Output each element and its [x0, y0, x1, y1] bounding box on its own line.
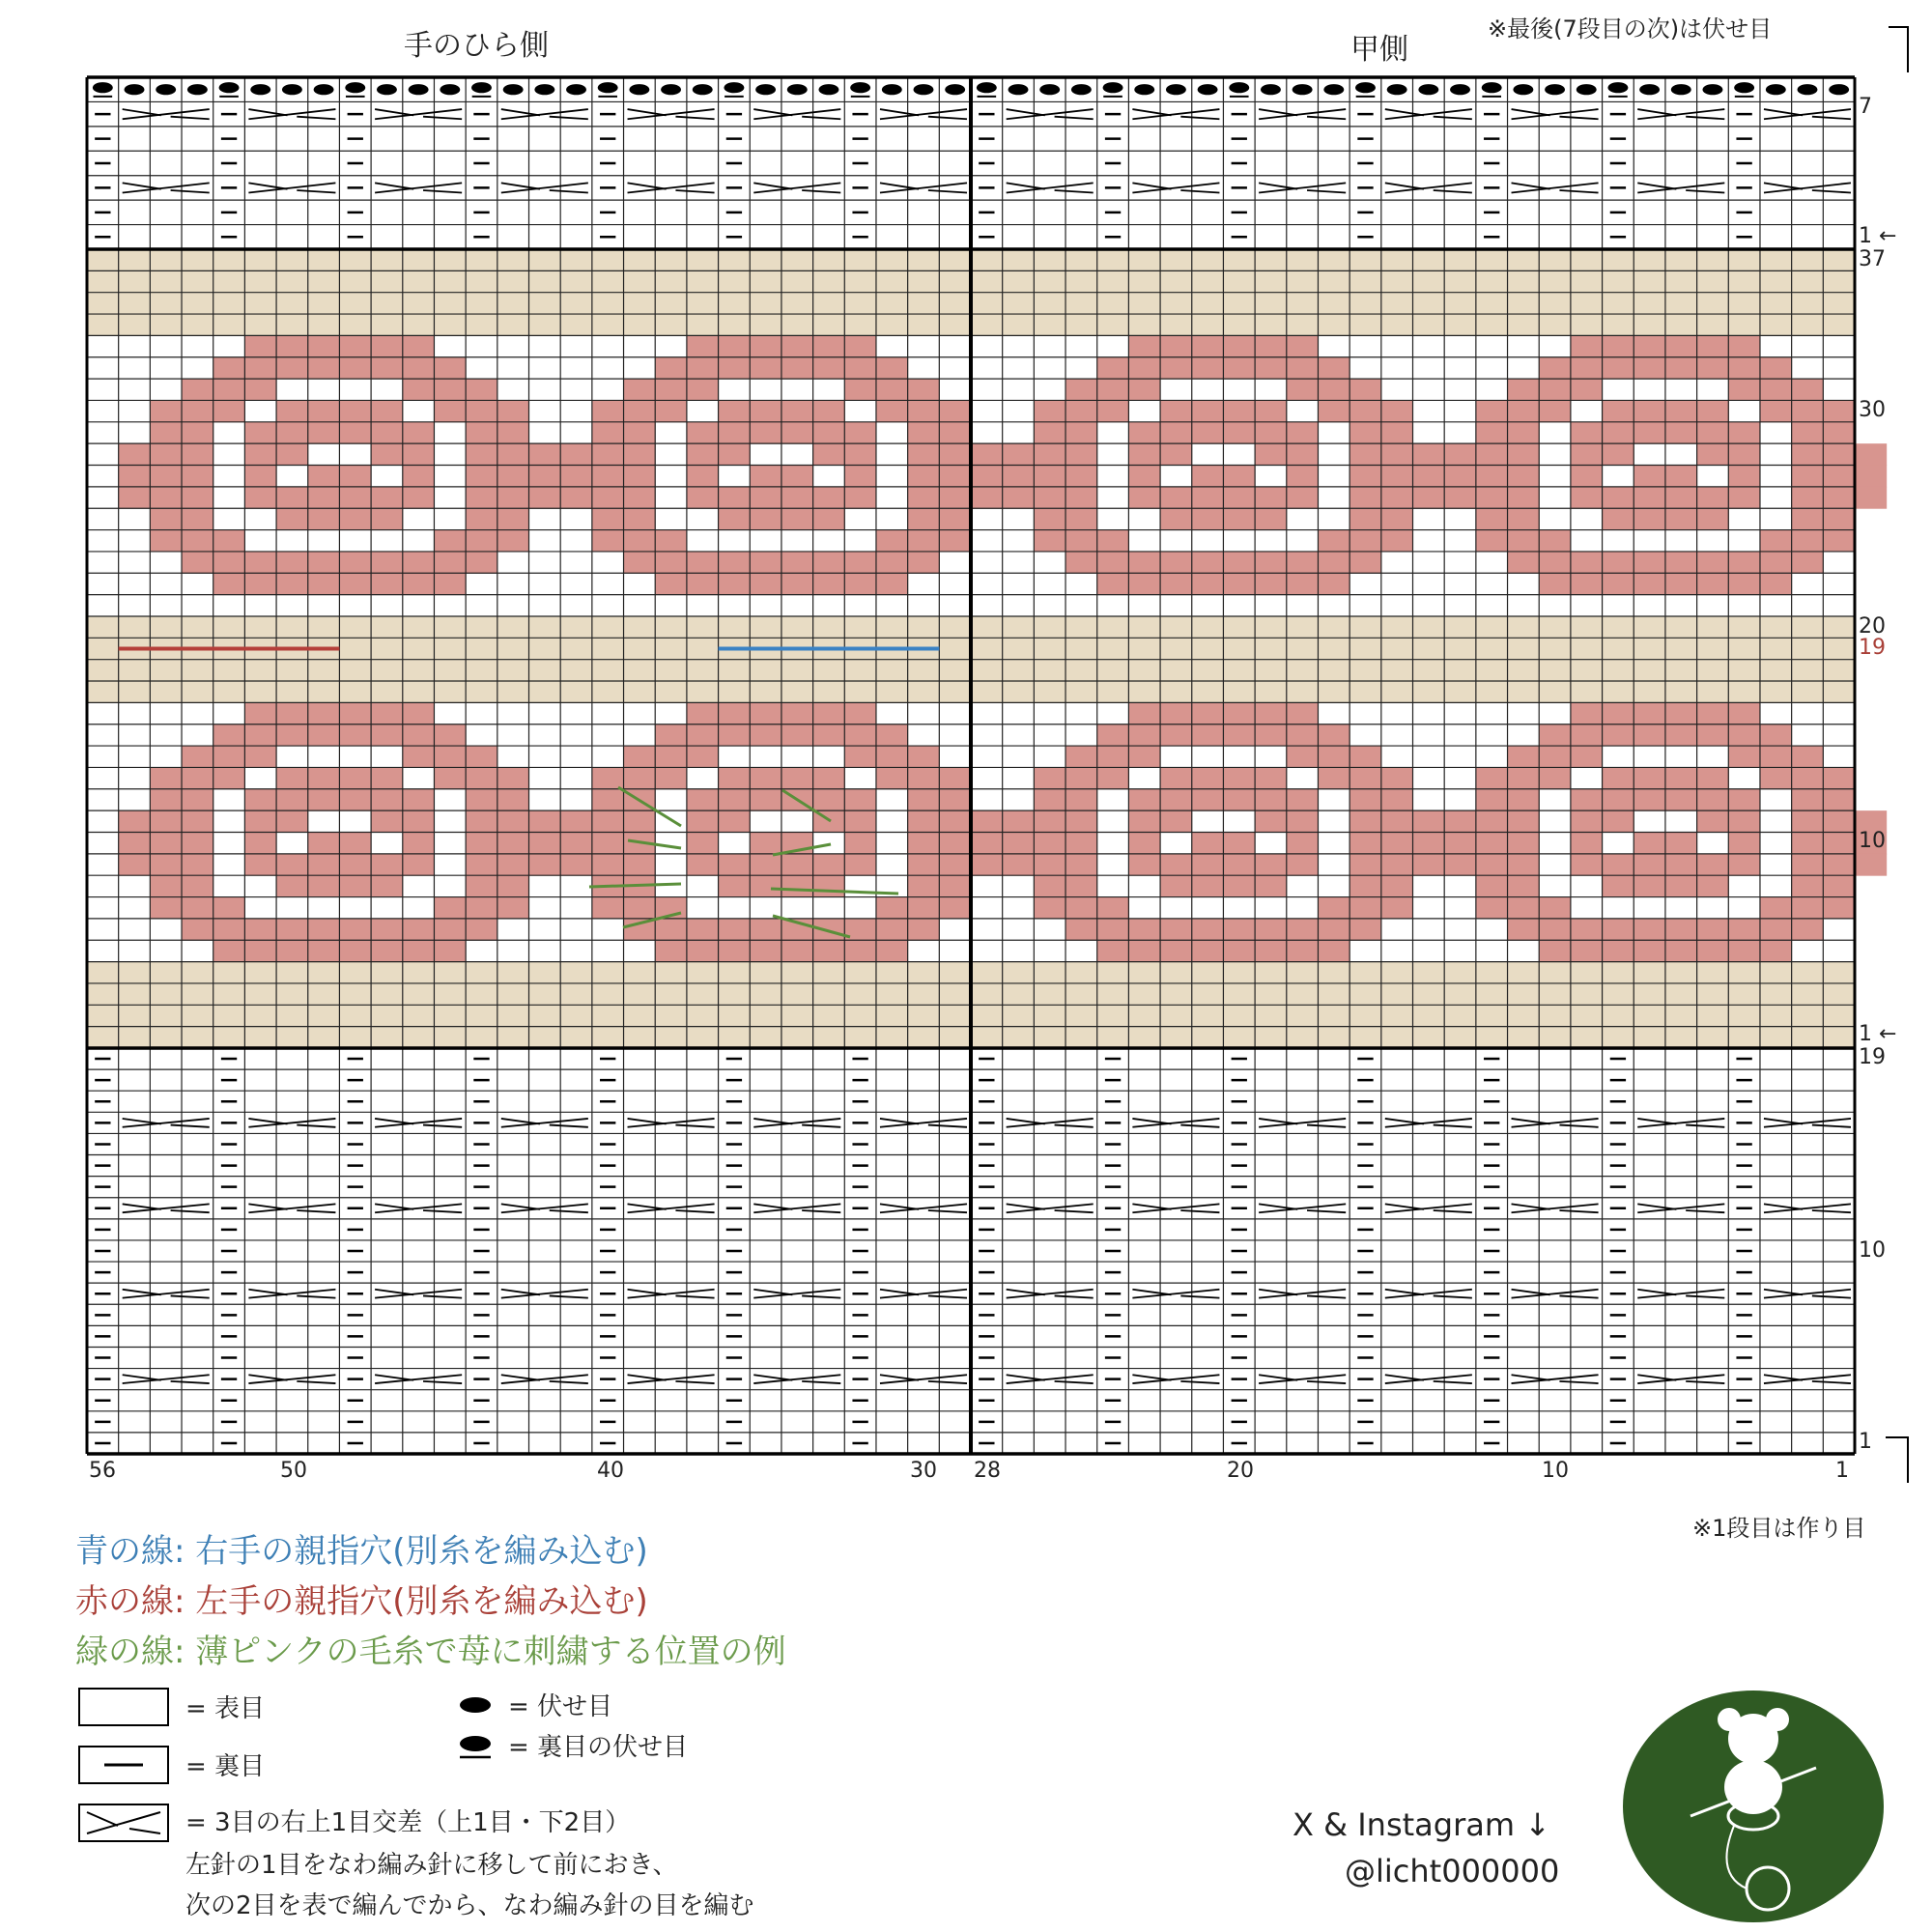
bindoff-mark: [1198, 84, 1218, 95]
cross-mark: [171, 190, 210, 193]
bindoff-mark: [156, 84, 176, 95]
col-label-10: 10: [1542, 1459, 1569, 1483]
bindoff-mark: [282, 84, 302, 95]
cross-mark: [550, 1125, 588, 1127]
bindoff-mark: [1293, 84, 1313, 95]
bindoff-mark: [440, 84, 460, 95]
cross-mark: [628, 109, 667, 115]
cross-mark: [501, 109, 540, 115]
bindoff-mark: [1166, 84, 1186, 95]
cross-mark: [1559, 1381, 1598, 1383]
cross-mark: [171, 1381, 210, 1383]
cross-mark: [1559, 117, 1598, 120]
cross-mark: [423, 190, 462, 193]
bindoff-mark: [187, 84, 208, 95]
cross-mark: [123, 109, 161, 115]
key-knit-label: = 表目: [185, 1694, 266, 1723]
bindoff-mark: [1798, 84, 1818, 95]
bindoff-mark: [914, 84, 934, 95]
cross-mark: [753, 1204, 792, 1209]
cross-mark: [123, 1375, 161, 1380]
col-label-30: 30: [910, 1459, 937, 1483]
cross-mark: [550, 190, 588, 193]
cross-mark: [1812, 1210, 1851, 1212]
cross-mark: [1812, 117, 1851, 120]
cross-mark: [1686, 117, 1724, 120]
bear-knitting-logo-icon: [1623, 1690, 1884, 1922]
cross-mark: [1307, 1295, 1346, 1297]
cross-mark: [297, 1210, 335, 1212]
cross-mark: [880, 1290, 919, 1295]
cross-mark: [1434, 190, 1472, 193]
cross-mark: [1637, 1290, 1676, 1295]
cross-mark: [1180, 117, 1219, 120]
bindoff-mark: [1134, 84, 1154, 95]
bindoff-mark: [1577, 84, 1597, 95]
cross-mark: [675, 190, 714, 193]
cross-mark: [501, 1290, 540, 1295]
cross-mark: [1007, 183, 1045, 188]
bindoff-mark: [1671, 84, 1691, 95]
cross-mark: [1686, 1210, 1724, 1212]
cross-mark: [1434, 117, 1472, 120]
bindoff-mark: [471, 82, 492, 93]
bindoff-mark: [1103, 82, 1123, 93]
cross-mark: [802, 1125, 840, 1127]
key-bindoff-label: = 伏せ目: [508, 1692, 613, 1721]
cross-mark: [928, 1295, 967, 1297]
cross-mark: [1132, 1290, 1171, 1295]
cross-mark: [550, 1295, 588, 1297]
cross-mark: [297, 117, 335, 120]
cross-mark: [1385, 1290, 1424, 1295]
cross-mark: [248, 1290, 287, 1295]
cross-mark: [1055, 117, 1094, 120]
cross-mark: [1512, 1375, 1550, 1380]
bindoff-mark: [93, 82, 113, 93]
cross-mark: [1559, 1210, 1598, 1212]
cross-mark: [675, 1295, 714, 1297]
cross-mark: [297, 1295, 335, 1297]
cross-mark: [1307, 190, 1346, 193]
cross-mark: [1385, 1119, 1424, 1124]
cross-mark: [1055, 1381, 1094, 1383]
row-label-10: 10: [1859, 829, 1886, 853]
bindoff-mark: [345, 82, 365, 93]
cross-mark: [1180, 190, 1219, 193]
key-bindoff-symbol: [460, 1697, 491, 1713]
top-note-bracket: [1889, 27, 1908, 72]
col-label-1: 1: [1835, 1459, 1849, 1483]
cross-mark: [1180, 1295, 1219, 1297]
cross-mark: [1180, 1125, 1219, 1127]
cross-mark: [880, 1204, 919, 1209]
cross-mark: [375, 109, 413, 115]
cross-mark: [375, 1204, 413, 1209]
bindoff-mark: [977, 82, 997, 93]
cross-mark: [1132, 1119, 1171, 1124]
row-label-37: 37: [1859, 247, 1886, 271]
cross-mark: [1559, 1295, 1598, 1297]
cross-mark: [1686, 190, 1724, 193]
row-label-top-7: 7: [1859, 95, 1872, 119]
bindoff-mark: [503, 84, 524, 95]
cross-mark: [1434, 1125, 1472, 1127]
bottom-note: ※1段目は作り目: [1692, 1515, 1866, 1542]
cross-mark: [550, 1381, 588, 1383]
cross-mark: [1132, 1204, 1171, 1209]
cross-mark: [501, 183, 540, 188]
cross-mark: [423, 1295, 462, 1297]
cross-mark: [802, 1295, 840, 1297]
cross-mark: [628, 1290, 667, 1295]
cross-mark: [123, 1290, 161, 1295]
cross-mark: [1259, 183, 1297, 188]
bindoff-mark: [1482, 82, 1502, 93]
row-label-19: 19: [1859, 636, 1886, 660]
cross-mark: [1307, 117, 1346, 120]
bindoff-mark: [566, 84, 586, 95]
bindoff-mark: [250, 84, 270, 95]
cross-mark: [123, 1204, 161, 1209]
key-purl-bindoff-symbol: [460, 1736, 491, 1751]
col-label-50: 50: [280, 1459, 307, 1483]
row-label-top-1: 1 ←: [1859, 224, 1897, 248]
cross-mark: [1637, 183, 1676, 188]
cross-mark: [123, 1119, 161, 1124]
palm-side-header: 手のひら側: [404, 29, 549, 63]
green-line-legend: 緑の線: 薄ピンクの毛糸で苺に刺繍する位置の例: [75, 1633, 786, 1671]
cross-mark: [880, 1119, 919, 1124]
cross-mark: [248, 1204, 287, 1209]
cross-mark: [1055, 190, 1094, 193]
back-side-header: 甲側: [1350, 33, 1408, 67]
cross-mark: [802, 190, 840, 193]
cross-mark: [171, 1295, 210, 1297]
key-cross-desc-1: 左針の1目をなわ編み針に移して前におき、: [185, 1851, 678, 1880]
cross-mark: [1259, 1290, 1297, 1295]
cross-mark: [753, 1119, 792, 1124]
cross-mark: [1007, 1375, 1045, 1380]
cross-mark: [1637, 1375, 1676, 1380]
bindoff-mark: [818, 84, 838, 95]
cross-mark: [248, 1119, 287, 1124]
bindoff-mark: [409, 84, 429, 95]
cross-mark: [1259, 1119, 1297, 1124]
bindoff-mark: [1039, 84, 1060, 95]
bindoff-mark: [219, 82, 240, 93]
red-line-legend: 赤の線: 左手の親指穴(別糸を編み込む): [75, 1582, 648, 1621]
cross-mark: [1812, 1295, 1851, 1297]
cross-mark: [753, 183, 792, 188]
bindoff-mark: [787, 84, 808, 95]
cross-mark: [1637, 1119, 1676, 1124]
social-handle[interactable]: @licht000000: [1345, 1853, 1560, 1889]
cross-mark: [297, 190, 335, 193]
cross-mark: [628, 1375, 667, 1380]
key-cross-desc-2: 次の2目を表で編んでから、なわ編み針の目を編む: [185, 1891, 754, 1920]
cross-mark: [423, 1210, 462, 1212]
col-label-56: 56: [89, 1459, 116, 1483]
cross-mark: [1512, 1290, 1550, 1295]
bindoff-mark: [314, 84, 334, 95]
key-cross-label: = 3目の右上1目交差（上1目・下2目）: [185, 1808, 631, 1837]
cross-mark: [1434, 1295, 1472, 1297]
cross-mark: [1812, 190, 1851, 193]
cross-mark: [753, 109, 792, 115]
cross-mark: [928, 117, 967, 120]
cross-mark: [1007, 109, 1045, 115]
cross-mark: [1180, 1210, 1219, 1212]
cross-mark: [1686, 1381, 1724, 1383]
cross-mark: [1764, 1119, 1803, 1124]
bindoff-mark: [1387, 84, 1407, 95]
cross-mark: [628, 1204, 667, 1209]
cross-mark: [1512, 1204, 1550, 1209]
social-label: X & Instagram ↓: [1293, 1806, 1550, 1843]
cross-mark: [1686, 1125, 1724, 1127]
cross-mark: [1764, 109, 1803, 115]
cross-mark: [1007, 1119, 1045, 1124]
cross-mark: [375, 1119, 413, 1124]
row-label-mid-1: 1 ←: [1859, 1022, 1897, 1046]
cross-mark: [1259, 1204, 1297, 1209]
bindoff-mark: [1545, 84, 1565, 95]
cross-mark: [501, 1119, 540, 1124]
bindoff-mark: [1323, 84, 1344, 95]
cross-mark: [248, 109, 287, 115]
cross-mark: [1259, 1375, 1297, 1380]
cross-mark: [1434, 1210, 1472, 1212]
bindoff-mark: [1355, 82, 1376, 93]
cross-mark: [550, 117, 588, 120]
bindoff-mark: [1418, 84, 1438, 95]
blue-line-legend: 青の線: 右手の親指穴(別糸を編み込む): [75, 1532, 648, 1571]
cross-mark: [423, 1125, 462, 1127]
bindoff-mark: [850, 82, 870, 93]
cross-mark: [1307, 1125, 1346, 1127]
cross-mark: [1055, 1210, 1094, 1212]
cross-mark: [802, 1210, 840, 1212]
cross-mark: [928, 190, 967, 193]
cross-mark: [375, 183, 413, 188]
key-knit-symbol: [79, 1689, 168, 1725]
bindoff-mark: [629, 84, 649, 95]
cross-mark: [501, 1204, 540, 1209]
cross-mark: [375, 1290, 413, 1295]
cross-mark: [928, 1381, 967, 1383]
cross-mark: [1385, 109, 1424, 115]
cross-mark: [753, 1290, 792, 1295]
bindoff-mark: [1829, 84, 1849, 95]
cross-mark: [1132, 183, 1171, 188]
cross-mark: [1512, 1119, 1550, 1124]
cross-mark: [675, 1125, 714, 1127]
bindoff-mark: [1607, 82, 1628, 93]
cross-mark: [1637, 1204, 1676, 1209]
cross-mark: [1764, 183, 1803, 188]
cross-mark: [248, 1375, 287, 1380]
bindoff-mark: [1702, 84, 1722, 95]
bindoff-mark: [945, 84, 965, 95]
cross-mark: [1637, 109, 1676, 115]
cross-mark: [1385, 1375, 1424, 1380]
cross-mark: [675, 1381, 714, 1383]
cross-mark: [675, 117, 714, 120]
top-note: ※最後(7段目の次)は伏せ目: [1488, 15, 1773, 43]
bindoff-mark: [882, 84, 902, 95]
row-label-20: 20: [1859, 614, 1886, 639]
cross-mark: [248, 183, 287, 188]
cross-mark: [928, 1210, 967, 1212]
bindoff-mark: [1229, 82, 1249, 93]
cross-mark: [297, 1381, 335, 1383]
cross-mark: [1055, 1295, 1094, 1297]
bindoff-mark: [534, 84, 554, 95]
cross-mark: [1812, 1381, 1851, 1383]
cross-mark: [501, 1375, 540, 1380]
bindoff-mark: [755, 84, 776, 95]
bindoff-mark: [661, 84, 681, 95]
row-label-bot-19: 19: [1859, 1045, 1886, 1069]
cross-mark: [1132, 1375, 1171, 1380]
key-purl-label: = 裏目: [185, 1752, 266, 1781]
cross-mark: [1812, 1125, 1851, 1127]
cross-mark: [1512, 183, 1550, 188]
row-label-30: 30: [1859, 398, 1886, 422]
cross-mark: [1764, 1375, 1803, 1380]
bindoff-mark: [1009, 84, 1029, 95]
cross-mark: [1434, 1381, 1472, 1383]
cross-mark: [297, 1125, 335, 1127]
bindoff-mark: [1513, 84, 1533, 95]
col-label-40: 40: [597, 1459, 624, 1483]
cross-mark: [802, 1381, 840, 1383]
cross-mark: [1559, 1125, 1598, 1127]
cross-mark: [628, 183, 667, 188]
row-label-bot-10: 10: [1859, 1238, 1886, 1263]
cross-mark: [802, 117, 840, 120]
bindoff-mark: [1261, 84, 1281, 95]
cross-mark: [880, 109, 919, 115]
bindoff-mark: [1766, 84, 1786, 95]
cross-mark: [675, 1210, 714, 1212]
cross-mark: [1385, 1204, 1424, 1209]
bindoff-mark: [598, 82, 618, 93]
cross-mark: [550, 1210, 588, 1212]
bindoff-mark: [1734, 82, 1754, 93]
cross-mark: [423, 117, 462, 120]
cross-mark: [1686, 1295, 1724, 1297]
cross-mark: [1259, 109, 1297, 115]
cross-mark: [171, 1125, 210, 1127]
cross-mark: [1007, 1204, 1045, 1209]
cross-mark: [628, 1119, 667, 1124]
bindoff-mark: [693, 84, 713, 95]
cross-mark: [375, 1375, 413, 1380]
cross-mark: [1307, 1381, 1346, 1383]
cross-mark: [880, 1375, 919, 1380]
bindoff-mark: [1071, 84, 1092, 95]
cross-mark: [1007, 1290, 1045, 1295]
bindoff-mark: [125, 84, 145, 95]
bindoff-mark: [377, 84, 397, 95]
cross-mark: [1132, 109, 1171, 115]
cross-mark: [1764, 1204, 1803, 1209]
cross-mark: [1055, 1125, 1094, 1127]
cross-mark: [1512, 109, 1550, 115]
bindoff-mark: [724, 82, 744, 93]
cross-mark: [171, 1210, 210, 1212]
cross-mark: [1385, 183, 1424, 188]
bindoff-mark: [1450, 84, 1470, 95]
cross-mark: [753, 1375, 792, 1380]
cross-mark: [123, 183, 161, 188]
cross-mark: [880, 183, 919, 188]
col-label-20: 20: [1227, 1459, 1254, 1483]
cross-mark: [1180, 1381, 1219, 1383]
cross-mark: [928, 1125, 967, 1127]
bindoff-mark: [1639, 84, 1660, 95]
cross-mark: [1559, 190, 1598, 193]
row-label-bot-1: 1: [1859, 1430, 1872, 1454]
cross-mark: [423, 1381, 462, 1383]
col-label-28: 28: [974, 1459, 1001, 1483]
key-purl-bindoff-label: = 裏目の伏せ目: [508, 1733, 689, 1762]
cross-mark: [1307, 1210, 1346, 1212]
cross-mark: [1764, 1290, 1803, 1295]
bottom-note-bracket: [1886, 1437, 1908, 1483]
cross-mark: [171, 117, 210, 120]
